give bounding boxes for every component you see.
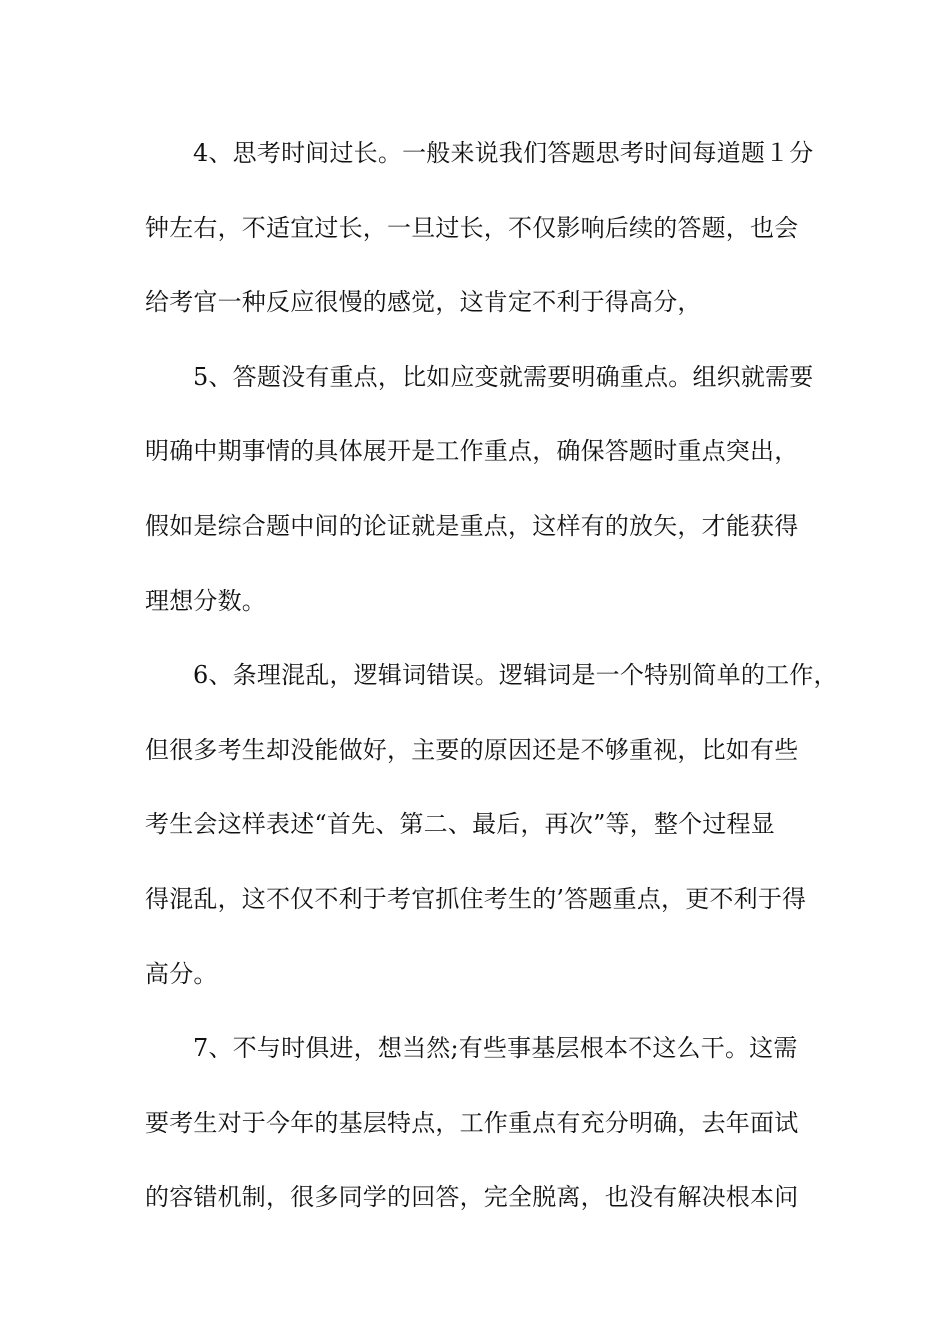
paragraph-6-line-1: 6、条理混乱，逻辑词错误。逻辑词是一个特别简单的工作， — [193, 661, 838, 690]
paragraph-4-line-3: 给考官一种反应很慢的感觉，这肯定不利于得高分， — [145, 288, 702, 317]
paragraph-5-line-3: 假如是综合题中间的论证就是重点，这样有的放矢，才能获得 — [145, 511, 799, 540]
paragraph-5-line-2: 明确中期事情的具体展开是工作重点，确保答题时重点突出， — [145, 437, 799, 466]
paragraph-4-line-2: 钟左右，不适宜过长，一旦过长，不仅影响后续的答题，也会 — [145, 213, 799, 242]
paragraph-6-line-3: 考生会这样表述“首先、第二、最后，再次”等，整个过程显 — [145, 810, 775, 839]
paragraph-7-line-2: 要考生对于今年的基层特点，工作重点有充分明确，去年面试 — [145, 1108, 799, 1137]
paragraph-6-line-5: 高分。 — [145, 959, 218, 988]
paragraph-7-line-3: 的容错机制，很多同学的回答，完全脱离，也没有解决根本问 — [145, 1183, 799, 1212]
paragraph-4-line-1: 4、思考时间过长。一般来说我们答题思考时间每道题１分 — [193, 139, 814, 167]
paragraph-6-line-2: 但很多考生却没能做好，主要的原因还是不够重视，比如有些 — [145, 735, 799, 764]
paragraph-6-line-4: 得混乱，这不仅不利于考官抓住考生的’答题重点，更不利于得 — [145, 884, 807, 913]
paragraph-7-line-1: 7、不与时俱进，想当然;有些事基层根本不这么干。这需 — [193, 1034, 798, 1063]
document-body — [145, 131, 838, 1250]
paragraph-5-line-4: 理想分数。 — [145, 586, 266, 615]
paragraph-5-line-1: 5、答题没有重点，比如应变就需要明确重点。组织就需要 — [193, 362, 814, 391]
